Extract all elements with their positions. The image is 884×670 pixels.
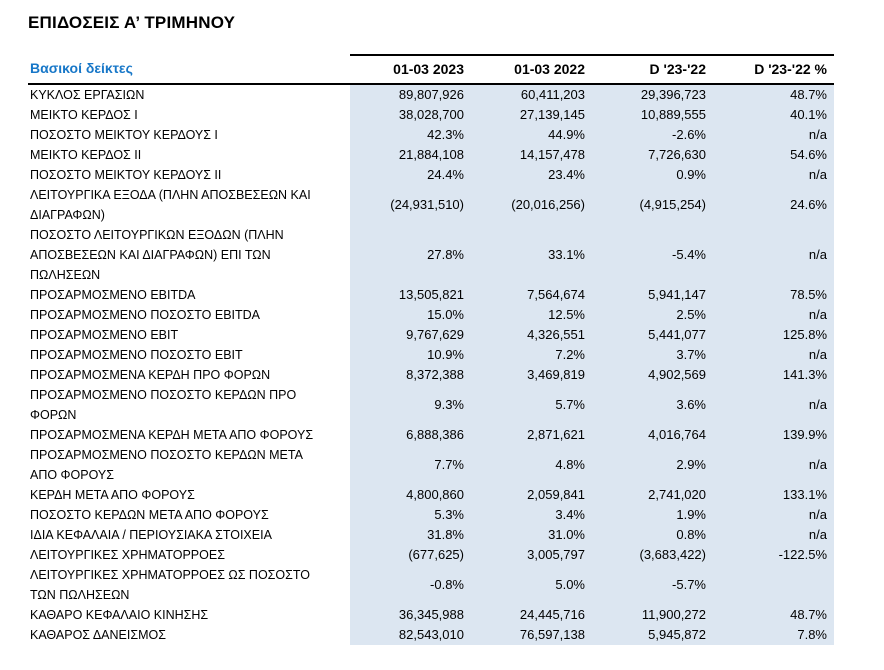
value-delta-pct: n/a xyxy=(713,385,834,425)
value-delta: 2.5% xyxy=(592,305,713,325)
value-2023: 31.8% xyxy=(350,525,471,545)
value-delta: (4,915,254) xyxy=(592,185,713,225)
value-2023: 5.3% xyxy=(350,505,471,525)
row-label: ΠΟΣΟΣΤΟ ΚΕΡΔΩΝ ΜΕΤΑ ΑΠΟ ΦΟΡΟΥΣ xyxy=(30,508,269,522)
value-delta: -5.7% xyxy=(592,565,713,605)
kpi-table xyxy=(28,54,834,645)
value-2022: 31.0% xyxy=(471,525,592,545)
value-delta-pct: n/a xyxy=(713,305,834,325)
row-label: ΠΡΟΣΑΡΜΟΣΜΕΝΟ EBIT xyxy=(30,328,179,342)
table-row xyxy=(28,145,834,165)
value-2023: 8,372,388 xyxy=(350,365,471,385)
value-delta: -5.4% xyxy=(592,225,713,285)
value-2022: 4.8% xyxy=(471,445,592,485)
table-row xyxy=(28,85,834,105)
table-row xyxy=(28,165,834,185)
value-delta: 5,941,147 xyxy=(592,285,713,305)
value-2023: 21,884,108 xyxy=(350,145,471,165)
row-label: ΠΟΣΟΣΤΟ ΛΕΙΤΟΥΡΓΙΚΩΝ ΕΞΟΔΩΝ (ΠΛΗΝ ΑΠΟΣΒΕΣΕΩΝ ΚΑΙ ΔΙΑΓΡΑΦΩΝ) ΕΠΙ ΤΩΝ ΠΩΛΗΣΕΩΝ xyxy=(30,228,284,282)
value-delta: 4,902,569 xyxy=(592,365,713,385)
table-row xyxy=(28,625,834,645)
row-label: ΠΡΟΣΑΡΜΟΣΜΕΝΟ ΠΟΣΟΣΤΟ ΚΕΡΔΩΝ ΠΡΟ ΦΟΡΩΝ xyxy=(30,388,297,422)
value-2022: 3.4% xyxy=(471,505,592,525)
value-delta: 1.9% xyxy=(592,505,713,525)
row-label: ΠΟΣΟΣΤΟ ΜΕΙΚΤΟΥ ΚΕΡΔΟΥΣ ΙΙ xyxy=(30,168,222,182)
value-2022: 5.0% xyxy=(471,565,592,605)
column-header-delta-pct: D '23-'22 % xyxy=(713,54,834,83)
value-2022: 27,139,145 xyxy=(471,105,592,125)
value-delta: 5,945,872 xyxy=(592,625,713,645)
value-2023: 10.9% xyxy=(350,345,471,365)
table-row xyxy=(28,225,834,285)
column-header-2023: 01-03 2023 xyxy=(350,54,471,83)
row-label: ΠΡΟΣΑΡΜΟΣΜΕΝΑ ΚΕΡΔΗ ΠΡΟ ΦΟΡΩΝ xyxy=(30,368,271,382)
value-delta: 3.7% xyxy=(592,345,713,365)
value-delta-pct: n/a xyxy=(713,505,834,525)
row-label: ΚΥΚΛΟΣ ΕΡΓΑΣΙΩΝ xyxy=(30,88,145,102)
value-delta-pct: n/a xyxy=(713,345,834,365)
value-delta: 7,726,630 xyxy=(592,145,713,165)
table-row xyxy=(28,385,834,425)
value-delta-pct: n/a xyxy=(713,525,834,545)
value-delta-pct: -122.5% xyxy=(713,545,834,565)
value-2022: 14,157,478 xyxy=(471,145,592,165)
row-label: ΠΡΟΣΑΡΜΟΣΜΕΝΑ ΚΕΡΔΗ ΜΕΤΑ ΑΠΟ ΦΟΡΟΥΣ xyxy=(30,428,314,442)
label-column-header: Βασικοί δείκτες xyxy=(30,59,133,76)
value-delta-pct: 48.7% xyxy=(713,85,834,105)
row-label: ΜΕΙΚΤΟ ΚΕΡΔΟΣ ΙΙ xyxy=(30,148,142,162)
value-delta-pct: 139.9% xyxy=(713,425,834,445)
value-delta-pct: n/a xyxy=(713,165,834,185)
value-delta: (3,683,422) xyxy=(592,545,713,565)
value-delta-pct: 125.8% xyxy=(713,325,834,345)
table-row xyxy=(28,345,834,365)
value-delta-pct: n/a xyxy=(713,225,834,285)
value-2022: 44.9% xyxy=(471,125,592,145)
table-row xyxy=(28,125,834,145)
value-delta: 11,900,272 xyxy=(592,605,713,625)
value-delta-pct: 133.1% xyxy=(713,485,834,505)
table-row xyxy=(28,545,834,565)
table-row xyxy=(28,105,834,125)
table-row xyxy=(28,305,834,325)
row-label: ΚΑΘΑΡΟΣ ΔΑΝΕΙΣΜΟΣ xyxy=(30,628,166,642)
value-delta-pct: 48.7% xyxy=(713,605,834,625)
row-label: ΠΡΟΣΑΡΜΟΣΜΕΝΟ ΠΟΣΟΣΤΟ ΚΕΡΔΩΝ ΜΕΤΑ ΑΠΟ ΦΟΡΟΥΣ xyxy=(30,448,303,482)
row-label: ΚΑΘΑΡΟ ΚΕΦΑΛΑΙΟ ΚΙΝΗΣΗΣ xyxy=(30,608,209,622)
value-delta-pct: 141.3% xyxy=(713,365,834,385)
value-2022: 33.1% xyxy=(471,225,592,285)
value-2022: 12.5% xyxy=(471,305,592,325)
table-row xyxy=(28,425,834,445)
row-label: ΙΔΙΑ ΚΕΦΑΛΑΙΑ / ΠΕΡΙΟΥΣΙΑΚΑ ΣΤΟΙΧΕΙΑ xyxy=(30,528,272,542)
value-delta: 5,441,077 xyxy=(592,325,713,345)
row-label: ΠΡΟΣΑΡΜΟΣΜΕΝΟ ΠΟΣΟΣΤΟ EBIT xyxy=(30,348,243,362)
value-delta-pct: 78.5% xyxy=(713,285,834,305)
value-2023: 7.7% xyxy=(350,445,471,485)
value-delta: 29,396,723 xyxy=(592,85,713,105)
value-2023: 6,888,386 xyxy=(350,425,471,445)
table-row xyxy=(28,485,834,505)
value-2023: -0.8% xyxy=(350,565,471,605)
value-delta-pct: 24.6% xyxy=(713,185,834,225)
value-2023: 15.0% xyxy=(350,305,471,325)
value-2023: 36,345,988 xyxy=(350,605,471,625)
row-label: ΠΡΟΣΑΡΜΟΣΜΕΝΟ EBITDA xyxy=(30,288,196,302)
column-header-2022: 01-03 2022 xyxy=(471,54,592,83)
table-row xyxy=(28,285,834,305)
value-delta-pct xyxy=(713,565,834,605)
value-delta-pct: 7.8% xyxy=(713,625,834,645)
value-2023: 42.3% xyxy=(350,125,471,145)
value-2023: 89,807,926 xyxy=(350,85,471,105)
value-2022: 60,411,203 xyxy=(471,85,592,105)
value-delta-pct: 54.6% xyxy=(713,145,834,165)
value-2022: 2,871,621 xyxy=(471,425,592,445)
table-row xyxy=(28,445,834,485)
value-2022: 23.4% xyxy=(471,165,592,185)
table-row xyxy=(28,185,834,225)
table-header-row xyxy=(28,54,834,85)
value-2023: (24,931,510) xyxy=(350,185,471,225)
value-2022: (20,016,256) xyxy=(471,185,592,225)
value-2023: 82,543,010 xyxy=(350,625,471,645)
value-delta-pct: n/a xyxy=(713,445,834,485)
value-delta: 2.9% xyxy=(592,445,713,485)
row-label: ΛΕΙΤΟΥΡΓΙΚΕΣ ΧΡΗΜΑΤΟΡΡΟΕΣ xyxy=(30,548,225,562)
value-2022: 7.2% xyxy=(471,345,592,365)
value-2023: (677,625) xyxy=(350,545,471,565)
value-2022: 5.7% xyxy=(471,385,592,425)
value-delta: 4,016,764 xyxy=(592,425,713,445)
value-delta: 2,741,020 xyxy=(592,485,713,505)
value-delta: 0.9% xyxy=(592,165,713,185)
value-delta: -2.6% xyxy=(592,125,713,145)
value-2022: 24,445,716 xyxy=(471,605,592,625)
table-row xyxy=(28,365,834,385)
value-2023: 9.3% xyxy=(350,385,471,425)
value-delta: 10,889,555 xyxy=(592,105,713,125)
table-row xyxy=(28,325,834,345)
table-body xyxy=(28,85,834,645)
value-delta: 3.6% xyxy=(592,385,713,425)
table-row xyxy=(28,565,834,605)
value-delta-pct: n/a xyxy=(713,125,834,145)
value-2022: 3,469,819 xyxy=(471,365,592,385)
table-row xyxy=(28,505,834,525)
value-2023: 24.4% xyxy=(350,165,471,185)
value-delta-pct: 40.1% xyxy=(713,105,834,125)
value-2023: 13,505,821 xyxy=(350,285,471,305)
page-title: ΕΠΙΔΟΣΕΙΣ Α’ ΤΡΙΜΗΝΟΥ xyxy=(28,13,236,32)
value-2022: 7,564,674 xyxy=(471,285,592,305)
row-label: ΚΕΡΔΗ ΜΕΤΑ ΑΠΟ ΦΟΡΟΥΣ xyxy=(30,488,195,502)
value-2022: 2,059,841 xyxy=(471,485,592,505)
column-header-delta: D '23-'22 xyxy=(592,54,713,83)
value-2022: 76,597,138 xyxy=(471,625,592,645)
table-row xyxy=(28,605,834,625)
row-label: ΠΡΟΣΑΡΜΟΣΜΕΝΟ ΠΟΣΟΣΤΟ EBITDA xyxy=(30,308,261,322)
value-2022: 4,326,551 xyxy=(471,325,592,345)
value-2022: 3,005,797 xyxy=(471,545,592,565)
value-2023: 27.8% xyxy=(350,225,471,285)
value-delta: 0.8% xyxy=(592,525,713,545)
value-2023: 9,767,629 xyxy=(350,325,471,345)
row-label: ΠΟΣΟΣΤΟ ΜΕΙΚΤΟΥ ΚΕΡΔΟΥΣ Ι xyxy=(30,128,218,142)
table-row xyxy=(28,525,834,545)
row-label: ΜΕΙΚΤΟ ΚΕΡΔΟΣ Ι xyxy=(30,108,138,122)
value-2023: 38,028,700 xyxy=(350,105,471,125)
value-2023: 4,800,860 xyxy=(350,485,471,505)
row-label: ΛΕΙΤΟΥΡΓΙΚΑ ΕΞΟΔΑ (ΠΛΗΝ ΑΠΟΣΒΕΣΕΩΝ ΚΑΙ ΔΙΑΓΡΑΦΩΝ) xyxy=(30,188,311,222)
row-label: ΛΕΙΤΟΥΡΓΙΚΕΣ ΧΡΗΜΑΤΟΡΡΟΕΣ ΩΣ ΠΟΣΟΣΤΟ ΤΩΝ ΠΩΛΗΣΕΩΝ xyxy=(30,568,310,602)
